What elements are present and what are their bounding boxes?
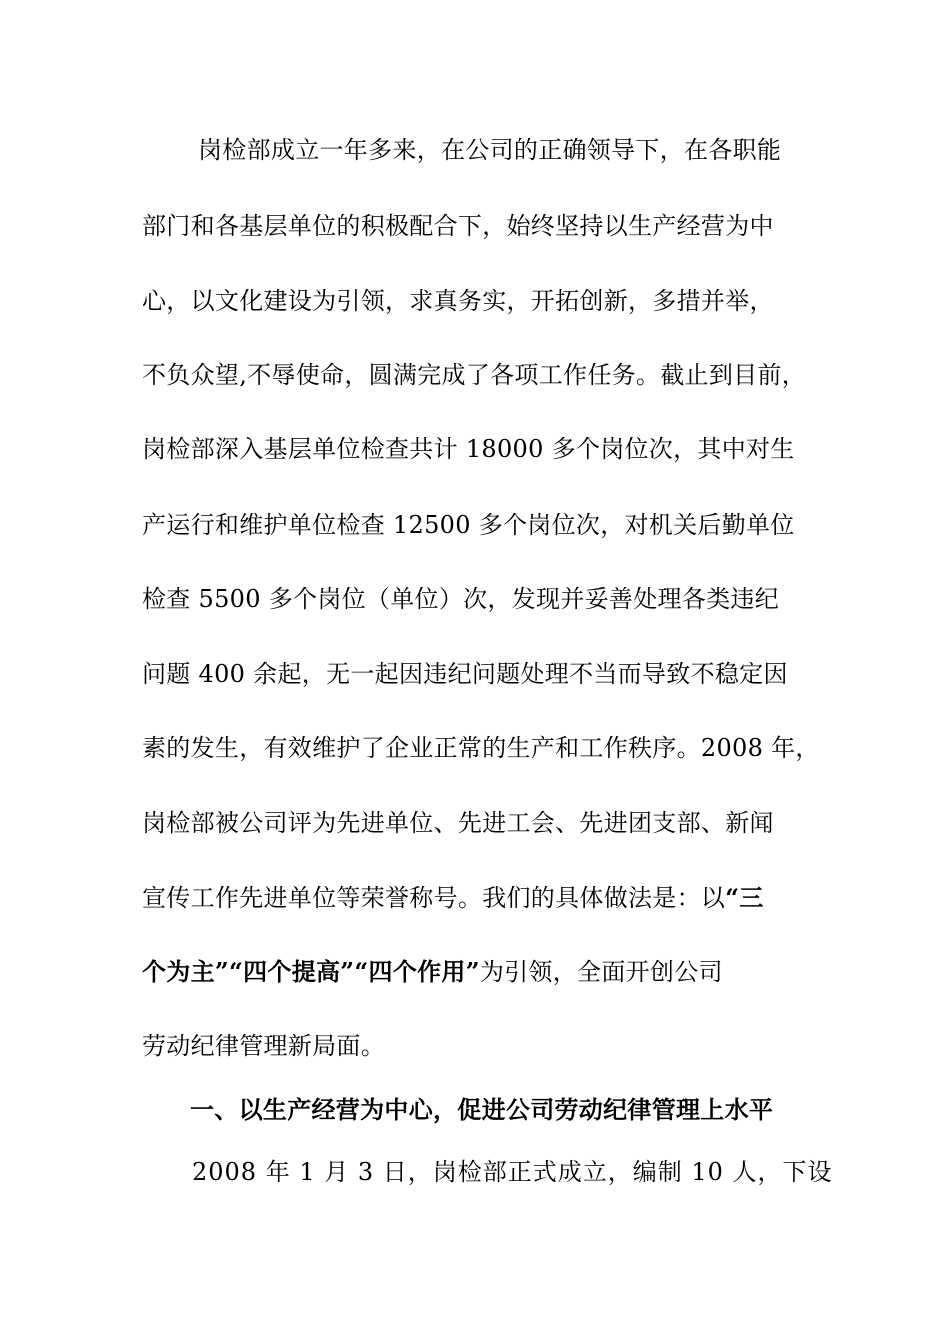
paragraph-line xyxy=(142,882,822,914)
bold-quote-text: 个为主”“四个提高”“四个作用” xyxy=(142,957,480,986)
bold-quote-text: “三 xyxy=(725,883,764,912)
paragraph-line: 岗检部被公司评为先进单位、先进工会、先进团支部、新闻 xyxy=(142,809,774,837)
paragraph-line: 素的发生，有效维护了企业正常的生产和工作秩序。2008 年， xyxy=(142,734,820,762)
section-heading: 一、以生产经营为中心，促进公司劳动纪律管理上水平 xyxy=(190,1095,774,1124)
paragraph-line: 部门和各基层单位的积极配合下，始终坚持以生产经营为中 xyxy=(142,212,774,240)
paragraph-line: 不负众望,不辱使命，圆满完成了各项工作任务。截止到目前， xyxy=(142,361,807,389)
paragraph-line: 岗检部深入基层单位检查共计 18000 多个岗位次，其中对生 xyxy=(142,435,795,463)
paragraph-line: 心，以文化建设为引领，求真务实，开拓创新，多措并举， xyxy=(142,287,774,315)
paragraph-text: 宣传工作先进单位等荣誉称号。我们的具体做法是：以 xyxy=(142,884,726,912)
paragraph-line: 问题 400 余起，无一起因违纪问题处理不当而导致不稳定因 xyxy=(142,660,788,688)
paragraph-text: 为引领，全面开创公司 xyxy=(479,958,723,986)
paragraph-line: 岗检部成立一年多来，在公司的正确领导下，在各职能 xyxy=(198,136,782,164)
paragraph-line: 2008 年 1 月 3 日，岗检部正式成立，编制 10 人，下设 xyxy=(192,1158,833,1186)
paragraph-line: 检查 5500 多个岗位（单位）次，发现并妥善处理各类违纪 xyxy=(142,585,780,613)
paragraph-line: 劳动纪律管理新局面。 xyxy=(142,1032,385,1060)
paragraph-line: 产运行和维护单位检查 12500 多个岗位次，对机关后勤单位 xyxy=(142,511,795,539)
paragraph-line xyxy=(142,956,822,988)
